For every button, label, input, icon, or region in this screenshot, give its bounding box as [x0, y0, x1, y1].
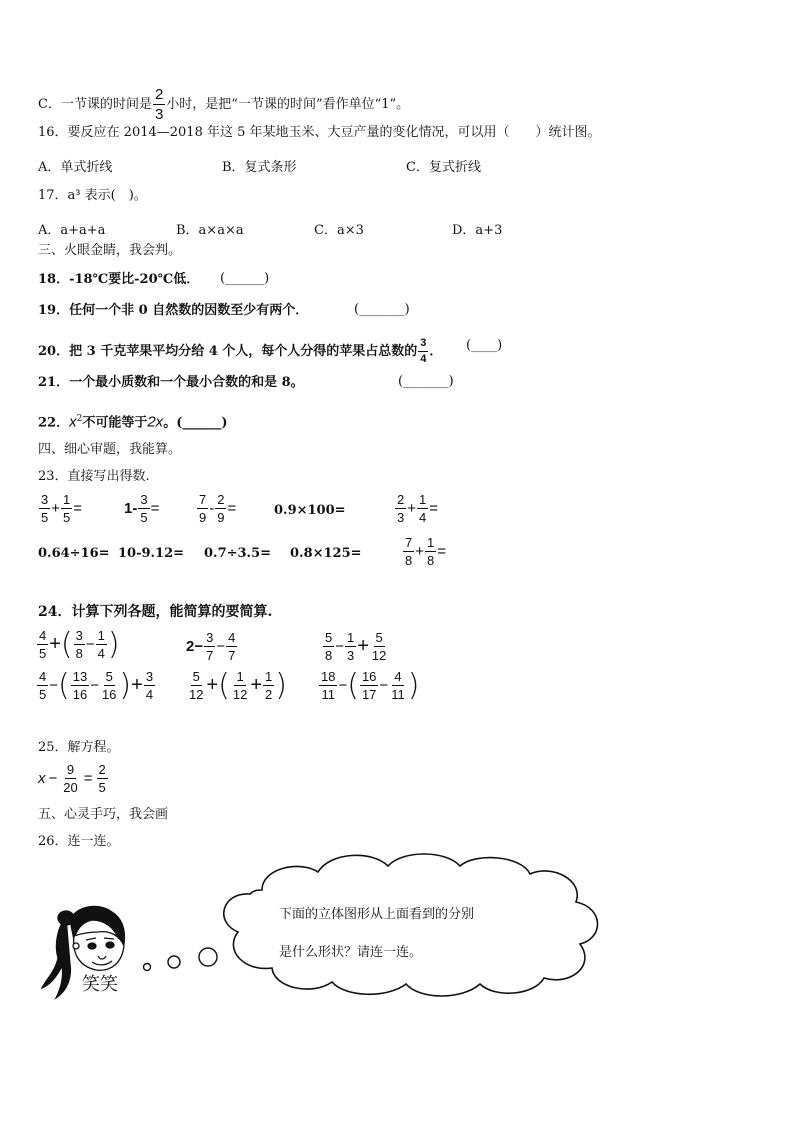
thought-circle-large	[199, 948, 217, 966]
q15c-prefix: C．一节课的时间是	[38, 97, 152, 112]
q17-question: 17．a³ 表示( )。	[38, 188, 147, 203]
q23-r2-e2: 10-9.12=	[118, 546, 185, 561]
q22-mid: 不可能等于	[82, 415, 148, 431]
q23-title: 23．直接写出得数.	[38, 469, 150, 484]
q22-x: x	[69, 413, 77, 431]
q15c-fraction: $\frac{2}{3}$	[154, 86, 164, 123]
bubble-line-1: 下面的立体图形从上面看到的分别	[279, 907, 475, 922]
section5-heading: 五、心灵手巧，我会画	[38, 807, 169, 822]
q20-fraction: $\frac{3}{4}$	[420, 337, 427, 365]
q24-title: 24．计算下列各题，能简算的要简算.	[38, 604, 273, 620]
character-name: 笑笑	[82, 974, 118, 995]
q26-title: 26．连一连。	[38, 834, 120, 849]
q16-question: 16．要反应在 2014—2018 年这 5 年某地玉米、大豆产量的变化情况，可以用（ ）统计图。	[38, 125, 601, 140]
section3-heading: 三、火眼金睛，我会判。	[38, 243, 182, 258]
thought-cloud	[224, 854, 598, 996]
q21-answer-blank[interactable]: (_______)	[398, 374, 454, 389]
q16-option-a[interactable]: A．单式折线	[38, 160, 113, 175]
q25-title: 25．解方程。	[38, 740, 120, 755]
q18-question: 18．-18℃要比-20℃低．	[38, 272, 200, 287]
q23-r2-e5: $\frac{7}{8}$ + $\frac{1}{8}$ =	[405, 535, 446, 568]
q23-r1-e2: 1- $\frac{3}{5}$ =	[124, 492, 160, 525]
q22-exponent: 2	[76, 414, 83, 424]
thought-circle-small	[144, 964, 151, 971]
q16-option-b[interactable]: B．复式条形	[222, 160, 297, 175]
q20-suffix: ．	[429, 344, 443, 359]
q23-r1-e3: $\frac{7}{9}$ - $\frac{2}{9}$ =	[199, 492, 237, 525]
bubble-line-2: 是什么形状？请连一连。	[279, 945, 423, 960]
q17-option-d[interactable]: D．a+3	[452, 223, 503, 238]
q20-prefix: 20．把 3 千克苹果平均分给 4 个人，每个人分得的苹果占总数的	[38, 344, 418, 359]
section4-heading: 四、细心审题，我能算。	[38, 442, 182, 457]
q24-e5: $\frac{5}{12}$ + ( $\frac{1}{12}$ + $\frac{1}{2}$ )	[189, 668, 287, 703]
q17-option-c[interactable]: C．a×3	[314, 223, 364, 238]
q19-question: 19．任何一个非 0 自然数的因数至少有两个．	[38, 303, 309, 318]
q22-expr: 2x	[147, 413, 164, 431]
q16-option-c[interactable]: C．复式折线	[406, 160, 481, 175]
q24-e1: $\frac{4}{5}$ + ( $\frac{3}{8}$ − $\frac{1}{4}$ )	[39, 627, 120, 662]
q23-r1-e4: 0.9×100=	[274, 503, 346, 518]
q15c-suffix: 小时，是把“一节课的时间”看作单位“1”。	[166, 97, 410, 112]
q24-e3: $\frac{5}{8}$ − $\frac{1}{3}$ + $\frac{5}{12}$	[325, 630, 387, 663]
q22-label: 22．	[38, 415, 70, 431]
q22-end[interactable]: 。(______)	[163, 415, 228, 431]
q17-option-b[interactable]: B．a×a×a	[176, 223, 244, 238]
q24-e4: $\frac{4}{5}$ − ( $\frac{13}{16}$ − $\frac{5}{16}$ ) + $\frac{3}{4}$	[39, 668, 154, 703]
q24-e2: 2− $\frac{3}{7}$ − $\frac{4}{7}$	[186, 630, 236, 663]
q18-answer-blank[interactable]: (______)	[220, 271, 270, 286]
q23-r2-e1: 0.64÷16=	[38, 546, 110, 561]
q25-equation: x − $\frac{9}{20}$ = $\frac{2}{5}$	[38, 762, 106, 795]
q24-e6: $\frac{18}{11}$ − ( $\frac{16}{17}$ − $\frac{4}{11}$ )	[321, 668, 420, 703]
q19-answer-blank[interactable]: (_______)	[354, 302, 410, 317]
q23-r2-e3: 0.7÷3.5=	[204, 546, 272, 561]
q23-r1-e1: $\frac{3}{5}$ + $\frac{1}{5}$ =	[41, 492, 82, 525]
thought-circle-medium	[168, 956, 180, 968]
q20-answer-blank[interactable]: (____)	[466, 338, 503, 353]
q23-r1-e5: $\frac{2}{3}$ + $\frac{1}{4}$ =	[397, 492, 438, 525]
q17-option-a[interactable]: A．a+a+a	[38, 223, 106, 238]
q23-r2-e4: 0.8×125=	[290, 546, 362, 561]
q21-question: 21．一个最小质数和一个最小合数的和是 8。	[38, 375, 304, 390]
